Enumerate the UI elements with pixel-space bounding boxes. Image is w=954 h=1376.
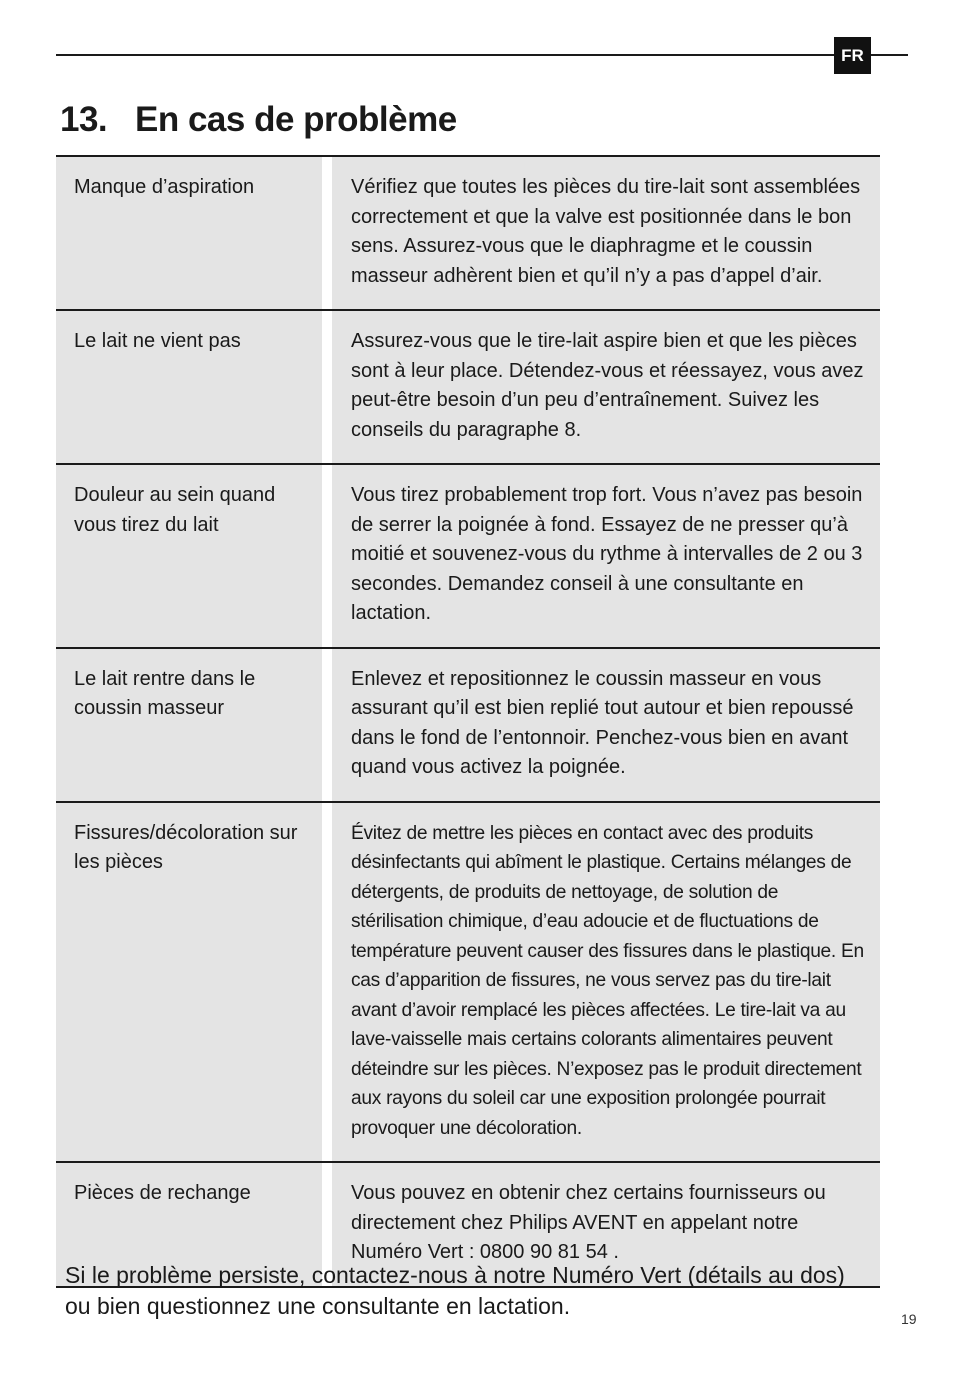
table-row <box>56 155 880 309</box>
solution-cell: Vous pouvez en obtenir chez certains fournisseurs ou directement chez Philips AVENT en appelant notre Numéro Vert : 0800 90 81 54 . <box>351 1182 826 1263</box>
section-number: 13. <box>60 100 108 139</box>
solution-cell: Vérifiez que toutes les pièces du tire-lait sont assemblées correctement et que la valve est positionnée dans le bon sens. Assurez-vous que le diaphragme et le coussin masseur adhèrent bien et qu’il n’y a pas d’appel d’air. <box>351 176 861 287</box>
solution-cell: Évitez de mettre les pièces en contact avec des produits désinfectants qui abîment le plastique. Certains mélanges de détergents, de produits de nettoyage, de solution de stérilisation chimique, d’eau adoucie et de fluctuations de température peuvent causer des fissures dans le plastique. En cas d’apparition de fissures, ne vous servez pas du tire-lait avant d’avoir remplacé les pièces affectées. Le tire-lait va au lave-vaisselle mais certains colorants alimentaires peuvent déteindre sur les pièces. N’exposez pas le produit directement aux rayons du soleil car une exposition prolongée pourrait provoquer une décoloration. <box>351 822 864 1139</box>
footer-note: Si le problème persiste, contactez-nous à notre Numéro Vert (détails au dos) ou bien questionnez une consultante en lactation. <box>65 1262 845 1319</box>
problem-cell: Le lait ne vient pas <box>74 330 241 352</box>
table-row <box>56 801 880 1162</box>
solution-cell: Assurez-vous que le tire-lait aspire bien et que les pièces sont à leur place. Détendez-vous et réessayez, vous avez peut-être besoin d’un peu d’entraînement. Suivez les conseils du paragraphe 8. <box>351 330 864 441</box>
top-rule <box>56 54 908 56</box>
column-gutter <box>322 157 332 309</box>
problem-cell: Douleur au sein quand vous tirez du lait <box>74 484 276 536</box>
table-row <box>56 647 880 801</box>
column-gutter <box>322 465 332 647</box>
section-title <box>60 100 457 140</box>
solution-cell: Enlevez et repositionnez le coussin masseur en vous assurant qu’il est bien replié tout autour et bien repoussé dans le fond de l’entonnoir. Penchez-vous bien en avant quand vous activez la poignée. <box>351 667 854 778</box>
problem-cell: Fissures/décoloration sur les pièces <box>74 821 298 873</box>
page-number: 19 <box>901 1311 917 1327</box>
table-row <box>56 309 880 463</box>
table-row <box>56 463 880 647</box>
language-badge: FR <box>834 37 871 74</box>
problem-cell: Manque d’aspiration <box>74 176 255 198</box>
problem-cell: Pièces de rechange <box>74 1182 251 1204</box>
troubleshooting-table <box>56 155 880 1288</box>
column-gutter <box>322 649 332 801</box>
section-title-text: En cas de problème <box>135 100 457 139</box>
column-gutter <box>322 311 332 463</box>
column-gutter <box>322 803 332 1162</box>
problem-cell: Le lait rentre dans le coussin masseur <box>74 667 256 719</box>
solution-cell: Vous tirez probablement trop fort. Vous n’avez pas besoin de serrer la poignée à fond. Essayez de ne presser qu’à moitié et souvenez-vous du rythme à intervalles de 2 ou 3 secondes. Demandez conseil à une consultante en lactation. <box>351 484 863 624</box>
